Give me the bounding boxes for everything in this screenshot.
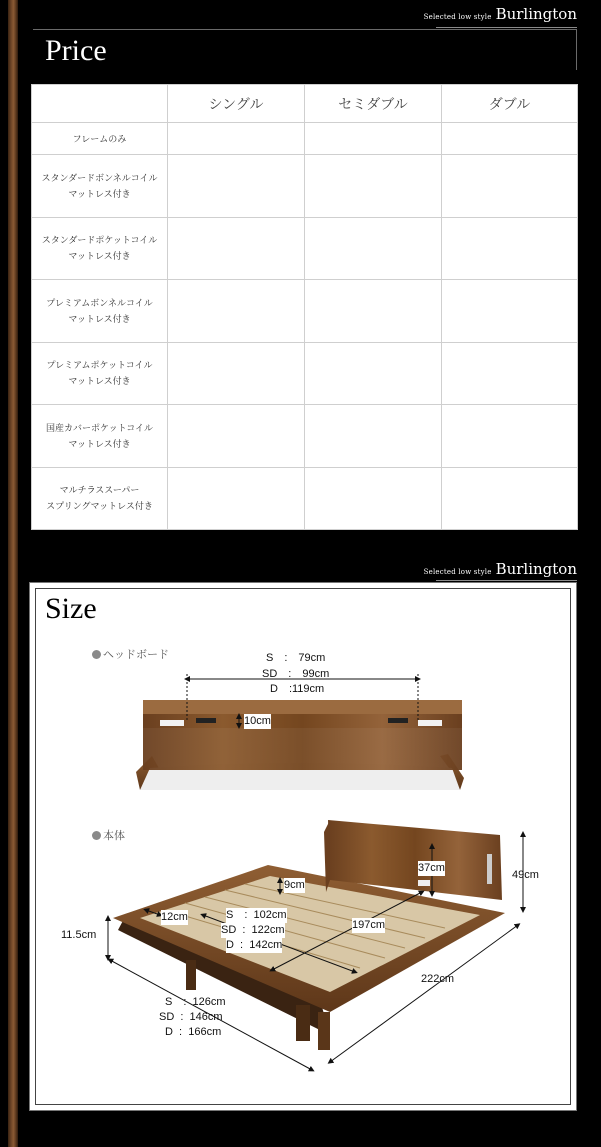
inner-width-single: S : 102cm xyxy=(226,909,287,921)
row-label-line2: スプリングマットレス付き xyxy=(46,501,153,512)
headboard-label-text: ヘッドボード xyxy=(103,649,169,661)
headboard-shelf-dimension: 10cm xyxy=(244,715,271,727)
body-label-text: 本体 xyxy=(103,830,125,842)
headboard-height-dimension: 37cm xyxy=(418,862,445,874)
row-label-line1: フレームのみ xyxy=(72,133,127,144)
outer-width-semidouble: SD : 146cm xyxy=(159,1011,223,1023)
column-header-single: シングル xyxy=(168,85,305,123)
frame-inset-dimension: 12cm xyxy=(161,911,188,923)
column-header-double: ダブル xyxy=(442,85,578,123)
inner-length-dimension: 197cm xyxy=(352,919,386,931)
row-label-line1: スタンダードポケットコイル xyxy=(41,235,158,246)
brand-name: Burlington xyxy=(495,560,577,578)
row-label-line2: マットレス付き xyxy=(68,188,131,199)
column-header-semidouble: セミダブル xyxy=(305,85,442,123)
row-label-line1: マルチラススーパー xyxy=(59,485,140,496)
size-title: Size xyxy=(45,592,97,625)
row-label-line2: マットレス付き xyxy=(68,438,131,449)
row-label-line1: プレミアムボンネルコイル xyxy=(46,297,153,308)
outer-width-double: D : 166cm xyxy=(165,1026,222,1038)
total-length-dimension: 222cm xyxy=(421,973,455,985)
row-label-line2: マットレス付き xyxy=(68,313,131,324)
headboard-width-single: S : 79cm xyxy=(266,652,326,664)
headboard-illustration xyxy=(136,700,464,790)
row-label-line1: スタンダードボンネルコイル xyxy=(41,172,158,183)
price-title: Price xyxy=(45,34,107,67)
row-label-line2: マットレス付き xyxy=(68,251,131,262)
inner-width-double: D : 142cm xyxy=(226,939,283,951)
row-label-line2: マットレス付き xyxy=(68,376,131,387)
row-label-line1: プレミアムポケットコイル xyxy=(46,360,153,371)
headboard-width-double: D :119cm xyxy=(270,683,325,695)
headboard-width-semidouble: SD : 99cm xyxy=(262,668,330,680)
brand-name: Burlington xyxy=(495,5,577,23)
total-height-dimension: 49cm xyxy=(512,869,539,881)
brand-subtitle: Selected low style xyxy=(423,13,492,21)
row-label-line1: 国産カバーポケットコイル xyxy=(46,422,153,433)
frame-height-dimension: 9cm xyxy=(284,879,305,891)
outer-width-single: S : 126cm xyxy=(165,996,226,1008)
brand-subtitle: Selected low style xyxy=(423,568,492,576)
inner-width-semidouble: SD : 122cm xyxy=(221,924,285,936)
floor-height-dimension: 11.5cm xyxy=(61,929,97,941)
